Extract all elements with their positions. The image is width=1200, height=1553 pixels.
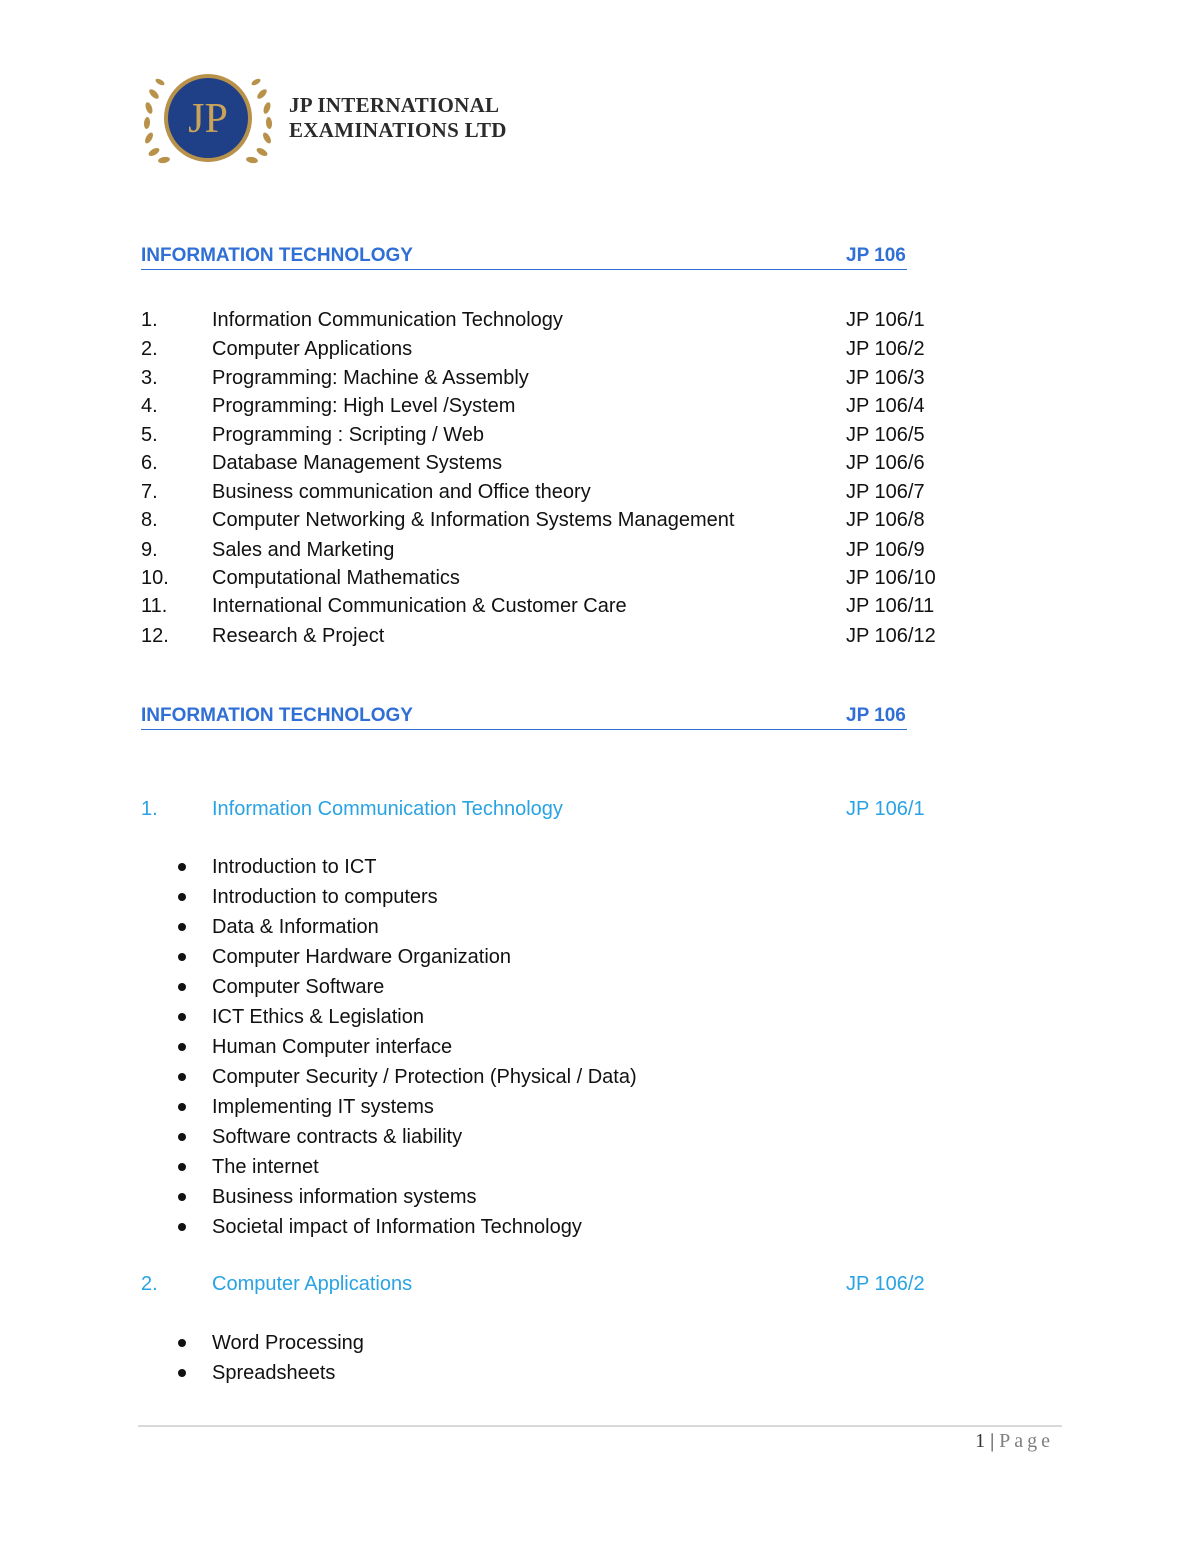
bullet-icon <box>178 893 186 901</box>
toc-title: Computer Networking & Information Systems Management <box>212 509 735 531</box>
bullet-icon <box>178 983 186 991</box>
bullet-icon <box>178 1369 186 1377</box>
bullet-icon <box>178 923 186 931</box>
toc-row <box>141 449 961 477</box>
toc-code: JP 106/5 <box>846 424 925 446</box>
list-item <box>172 1032 637 1062</box>
list-item <box>172 1212 637 1242</box>
toc-num: 5. <box>141 424 158 446</box>
list-item <box>172 1182 637 1212</box>
bullet-icon <box>178 1133 186 1141</box>
bullet-icon <box>178 1193 186 1201</box>
list-item <box>172 852 637 882</box>
toc-title: Programming: High Level /System <box>212 395 516 417</box>
list-item <box>172 1122 637 1152</box>
page-number: 1 <box>975 1430 986 1452</box>
toc-num: 6. <box>141 452 158 474</box>
toc-num: 12. <box>141 625 169 647</box>
toc-row <box>141 335 961 363</box>
page-label: Page <box>999 1430 1054 1452</box>
subject-code: JP 106/1 <box>846 798 925 820</box>
toc-row <box>141 421 961 449</box>
toc-code: JP 106/12 <box>846 625 936 647</box>
toc-row <box>141 622 961 650</box>
jp-logo <box>140 68 276 172</box>
bullet-icon <box>178 1073 186 1081</box>
topic-text: Computer Software <box>212 976 385 998</box>
toc-num: 2. <box>141 338 158 360</box>
footer-separator: | <box>990 1430 995 1452</box>
toc-row <box>141 478 961 506</box>
toc-code: JP 106/8 <box>846 509 925 531</box>
toc-code: JP 106/4 <box>846 395 925 417</box>
bullet-icon <box>178 1223 186 1231</box>
bullet-icon <box>178 1339 186 1347</box>
bullet-icon <box>178 1163 186 1171</box>
list-item <box>172 1358 364 1388</box>
topic-text: Societal impact of Information Technology <box>212 1216 582 1238</box>
toc-code: JP 106/11 <box>846 595 935 617</box>
heading-title: INFORMATION TECHNOLOGY <box>141 245 413 266</box>
toc-title: Computer Applications <box>212 338 413 360</box>
toc-code: JP 106/1 <box>846 309 925 331</box>
toc-title: Research & Project <box>212 625 385 647</box>
topic-text: Computer Hardware Organization <box>212 946 512 968</box>
toc-row <box>141 564 961 592</box>
toc-num: 8. <box>141 509 158 531</box>
list-item <box>172 1002 637 1032</box>
bullet-icon <box>178 1043 186 1051</box>
topic-text: Spreadsheets <box>212 1362 336 1384</box>
bullet-icon <box>178 953 186 961</box>
toc-code: JP 106/9 <box>846 539 925 561</box>
toc-code: JP 106/6 <box>846 452 925 474</box>
subject-heading <box>141 794 961 824</box>
toc-row <box>141 392 961 420</box>
topic-text: Word Processing <box>212 1332 364 1354</box>
toc-num: 9. <box>141 539 158 561</box>
toc-title: Business communication and Office theory <box>212 481 591 503</box>
bullet-icon <box>178 1103 186 1111</box>
page-footer <box>975 1430 1054 1453</box>
toc-num: 4. <box>141 395 158 417</box>
topic-text: ICT Ethics & Legislation <box>212 1006 424 1028</box>
organization-name <box>289 93 507 143</box>
topic-list <box>172 1328 364 1388</box>
toc-code: JP 106/10 <box>846 567 936 589</box>
toc-num: 1. <box>141 309 158 331</box>
list-item <box>172 882 637 912</box>
toc-code: JP 106/3 <box>846 367 925 389</box>
org-name-line1: JP INTERNATIONAL <box>289 93 500 117</box>
topic-text: Introduction to computers <box>212 886 438 908</box>
toc-row <box>141 506 961 534</box>
subject-code: JP 106/2 <box>846 1273 925 1295</box>
list-item <box>172 912 637 942</box>
toc-num: 10. <box>141 567 169 589</box>
topic-text: Implementing IT systems <box>212 1096 434 1118</box>
topic-text: Data & Information <box>212 916 379 938</box>
list-item <box>172 942 637 972</box>
subject-num: 2. <box>141 1273 158 1295</box>
toc-title: Database Management Systems <box>212 452 503 474</box>
toc-title: Sales and Marketing <box>212 539 395 561</box>
subject-title: Information Communication Technology <box>212 798 563 820</box>
section-heading <box>141 703 907 730</box>
toc-num: 7. <box>141 481 158 503</box>
toc-title: Programming : Scripting / Web <box>212 424 484 446</box>
toc-row <box>141 306 961 334</box>
topic-text: Computer Security / Protection (Physical / Data) <box>212 1066 637 1088</box>
heading-title: INFORMATION TECHNOLOGY <box>141 705 413 726</box>
toc-title: Programming: Machine & Assembly <box>212 367 529 389</box>
toc-title: Computational Mathematics <box>212 567 460 589</box>
toc-row <box>141 536 961 564</box>
subject-title: Computer Applications <box>212 1273 413 1295</box>
list-item <box>172 972 637 1002</box>
toc-code: JP 106/2 <box>846 338 925 360</box>
heading-code: JP 106 <box>846 245 906 266</box>
list-item <box>172 1092 637 1122</box>
toc-code: JP 106/7 <box>846 481 925 503</box>
topic-list <box>172 852 637 1242</box>
toc-title: Information Communication Technology <box>212 309 563 331</box>
topic-text: Introduction to ICT <box>212 856 377 878</box>
bullet-icon <box>178 1013 186 1021</box>
topic-text: Software contracts & liability <box>212 1126 463 1148</box>
logo-text: JP <box>188 96 228 142</box>
heading-code: JP 106 <box>846 705 906 726</box>
subject-num: 1. <box>141 798 158 820</box>
toc-num: 11. <box>141 595 168 617</box>
topic-text: Human Computer interface <box>212 1036 453 1058</box>
list-item <box>172 1328 364 1358</box>
toc-title: International Communication & Customer Care <box>212 595 627 617</box>
topic-text: The internet <box>212 1156 319 1178</box>
section-heading <box>141 243 907 270</box>
footer-divider <box>138 1425 1062 1427</box>
subject-heading <box>141 1269 961 1299</box>
org-name-line2: EXAMINATIONS LTD <box>289 118 507 142</box>
toc-row <box>141 592 961 620</box>
bullet-icon <box>178 863 186 871</box>
toc-row <box>141 364 961 392</box>
list-item <box>172 1062 637 1092</box>
toc-num: 3. <box>141 367 158 389</box>
list-item <box>172 1152 637 1182</box>
topic-text: Business information systems <box>212 1186 477 1208</box>
